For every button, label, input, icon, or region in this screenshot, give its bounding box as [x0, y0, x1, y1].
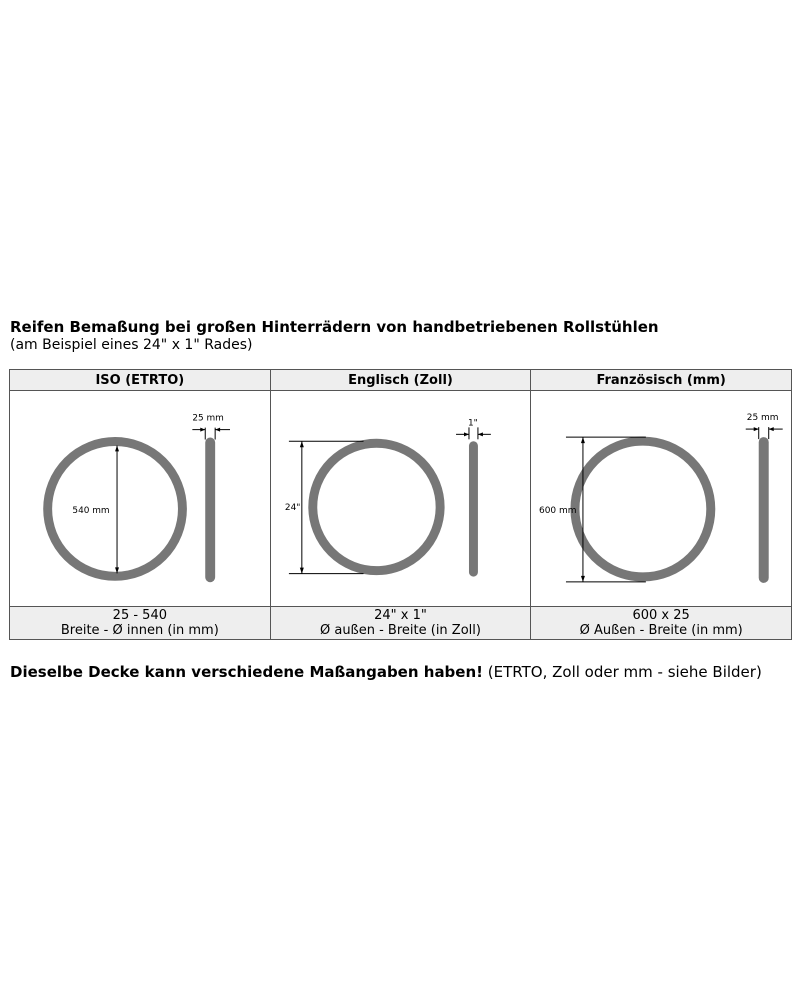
- figure-row: [10, 391, 792, 607]
- page-subtitle: (am Beispiel eines 24" x 1" Rades): [10, 337, 253, 353]
- french-arrow-top: [581, 437, 585, 443]
- english-diagram: [271, 391, 531, 606]
- iso-wheel-ring: [48, 442, 183, 577]
- french-tire-profile: [759, 437, 769, 583]
- french-diameter-label: 600 mm: [539, 505, 577, 516]
- figure-english: [270, 391, 531, 607]
- iso-diagram: [10, 391, 270, 606]
- iso-width-label: 25 mm: [192, 413, 224, 424]
- french-wheel-ring: [575, 441, 711, 577]
- header-english: Englisch (Zoll): [270, 370, 531, 391]
- caption-iso-description: Breite - Ø innen (in mm): [60, 623, 219, 638]
- english-tire-profile: [469, 441, 478, 576]
- caption-iso: [10, 607, 271, 640]
- header-row: [10, 370, 792, 391]
- figure-french: [531, 391, 792, 607]
- footer-note: [10, 663, 762, 681]
- iso-arrow-top: [115, 445, 119, 451]
- caption-french: [531, 607, 792, 640]
- header-french: Französisch (mm): [531, 370, 792, 391]
- caption-english-description: Ø außen - Breite (in Zoll): [319, 623, 481, 638]
- english-width-label: 1": [467, 418, 478, 429]
- iso-diameter-label: 540 mm: [72, 505, 110, 516]
- page-title: Reifen Bemaßung bei großen Hinterrädern von handbetriebenen Rollstühlen: [10, 318, 659, 336]
- footer-note-normal: (ETRTO, Zoll oder mm - siehe Bilder): [487, 663, 762, 681]
- caption-english: [270, 607, 531, 640]
- caption-french-description: Ø Außen - Breite (in mm): [579, 623, 743, 638]
- caption-french-value: 600 x 25: [632, 608, 690, 623]
- english-wheel-ring: [312, 443, 439, 570]
- caption-iso-value: 25 - 540: [112, 608, 167, 623]
- comparison-table: [9, 369, 792, 640]
- english-arrow-top: [300, 441, 304, 447]
- french-width-label: 25 mm: [747, 413, 779, 424]
- caption-english-value: 24" x 1": [374, 608, 427, 623]
- caption-row: [10, 607, 792, 640]
- footer-note-bold: Dieselbe Decke kann verschiedene Maßangaben haben!: [10, 663, 483, 681]
- french-diagram: [531, 391, 791, 606]
- english-arrow-bottom: [300, 568, 304, 574]
- french-arrow-bottom: [581, 576, 585, 582]
- figure-iso: [10, 391, 271, 607]
- iso-tire-profile: [205, 438, 215, 583]
- header-iso: ISO (ETRTO): [10, 370, 271, 391]
- english-diameter-label: 24": [284, 502, 301, 513]
